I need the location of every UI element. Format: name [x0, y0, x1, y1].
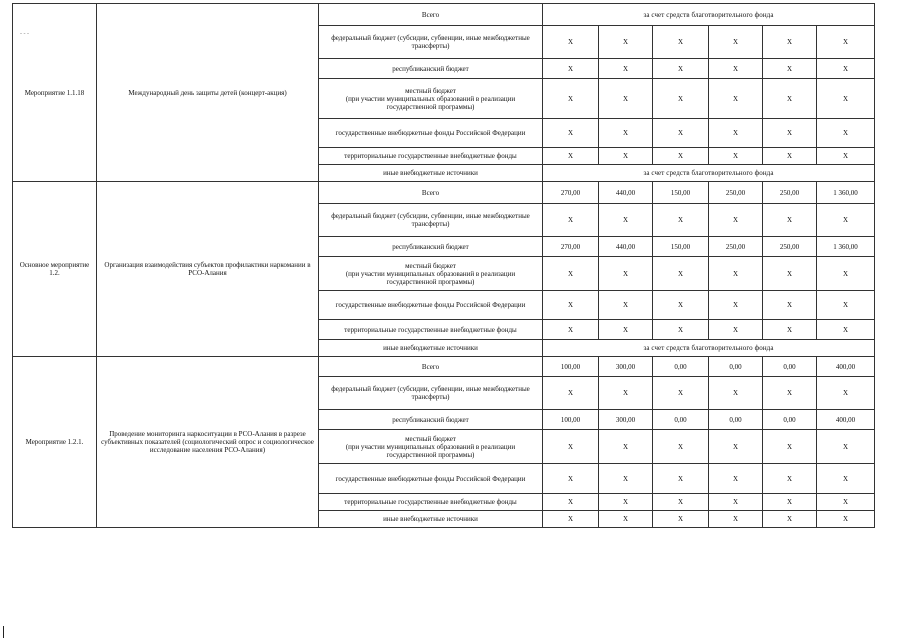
funding-source-total: Всего [319, 4, 543, 26]
amount-cell: 400,00 [817, 357, 875, 377]
amount-cell: X [543, 511, 599, 528]
not-applicable-cell: X [817, 79, 875, 119]
amount-cell: X [599, 511, 653, 528]
funding-source-republic: республиканский бюджет [319, 59, 543, 79]
not-applicable-cell: X [817, 26, 875, 59]
not-applicable-cell: X [543, 464, 599, 494]
funding-table [12, 3, 875, 528]
not-applicable-cell: X [599, 257, 653, 291]
not-applicable-cell: X [763, 494, 817, 511]
funding-source-local: местный бюджет (при участии муниципальных образований в реализации государственной программы) [319, 430, 543, 464]
funding-source-other: иные внебюджетные источники [319, 511, 543, 528]
amount-cell: X [817, 511, 875, 528]
not-applicable-cell: X [543, 494, 599, 511]
amount-cell: 270,00 [543, 237, 599, 257]
amount-cell: 250,00 [763, 237, 817, 257]
amount-cell: 150,00 [653, 182, 709, 204]
funding-source-state-funds: государственные внебюджетные фонды Российской Федерации [319, 464, 543, 494]
amount-cell: 0,00 [653, 410, 709, 430]
not-applicable-cell: X [763, 148, 817, 165]
measure-name: Проведение мониторинга наркоситуации в РСО-Алания в разрезе субъективных показателей (социологический опрос и социологическое исследование населения РСО-Алания) [97, 357, 319, 528]
funding-source-federal: федеральный бюджет (субсидии, субвенции, иные межбюджетные трансферты) [319, 377, 543, 410]
not-applicable-cell: X [709, 291, 763, 320]
amount-cell: X [763, 511, 817, 528]
funding-source-federal: федеральный бюджет (субсидии, субвенции, иные межбюджетные трансферты) [319, 26, 543, 59]
not-applicable-cell: X [709, 257, 763, 291]
not-applicable-cell: X [763, 257, 817, 291]
funding-table-body [13, 4, 875, 528]
not-applicable-cell: X [599, 464, 653, 494]
not-applicable-cell: X [709, 430, 763, 464]
not-applicable-cell: X [543, 320, 599, 340]
not-applicable-cell: X [599, 59, 653, 79]
not-applicable-cell: X [817, 204, 875, 237]
not-applicable-cell: X [763, 26, 817, 59]
funding-source-total: Всего [319, 182, 543, 204]
not-applicable-cell: X [817, 430, 875, 464]
amount-cell: 0,00 [763, 357, 817, 377]
charity-fund-note: за счет средств благотворительного фонда [543, 340, 875, 357]
not-applicable-cell: X [817, 119, 875, 148]
not-applicable-cell: X [709, 494, 763, 511]
amount-cell: 250,00 [709, 237, 763, 257]
not-applicable-cell: X [653, 320, 709, 340]
measure-code: Мероприятие 1.1.18 [13, 4, 97, 182]
not-applicable-cell: X [653, 79, 709, 119]
not-applicable-cell: X [709, 148, 763, 165]
not-applicable-cell: X [709, 26, 763, 59]
not-applicable-cell: X [817, 257, 875, 291]
funding-source-republic: республиканский бюджет [319, 237, 543, 257]
not-applicable-cell: X [599, 377, 653, 410]
not-applicable-cell: X [653, 377, 709, 410]
not-applicable-cell: X [599, 26, 653, 59]
funding-source-other: иные внебюджетные источники [319, 165, 543, 182]
not-applicable-cell: X [653, 257, 709, 291]
amount-cell: 0,00 [763, 410, 817, 430]
measure-code: Мероприятие 1.2.1. [13, 357, 97, 528]
not-applicable-cell: X [543, 26, 599, 59]
not-applicable-cell: X [763, 291, 817, 320]
not-applicable-cell: X [817, 464, 875, 494]
funding-source-local: местный бюджет (при участии муниципальных образований в реализации государственной программы) [319, 79, 543, 119]
not-applicable-cell: X [709, 59, 763, 79]
not-applicable-cell: X [653, 204, 709, 237]
amount-cell: 400,00 [817, 410, 875, 430]
not-applicable-cell: X [763, 320, 817, 340]
not-applicable-cell: X [817, 148, 875, 165]
charity-fund-note: за счет средств благотворительного фонда [543, 165, 875, 182]
charity-fund-note: за счет средств благотворительного фонда [543, 4, 875, 26]
not-applicable-cell: X [543, 377, 599, 410]
amount-cell: 150,00 [653, 237, 709, 257]
not-applicable-cell: X [653, 430, 709, 464]
not-applicable-cell: X [653, 148, 709, 165]
not-applicable-cell: X [599, 320, 653, 340]
not-applicable-cell: X [599, 148, 653, 165]
amount-cell: 1 360,00 [817, 237, 875, 257]
funding-source-territorial-funds: территориальные государственные внебюджетные фонды [319, 148, 543, 165]
amount-cell: X [709, 511, 763, 528]
amount-cell: 270,00 [543, 182, 599, 204]
not-applicable-cell: X [543, 59, 599, 79]
not-applicable-cell: X [599, 204, 653, 237]
not-applicable-cell: X [817, 291, 875, 320]
table-row [13, 4, 875, 26]
amount-cell: 100,00 [543, 357, 599, 377]
not-applicable-cell: X [653, 119, 709, 148]
not-applicable-cell: X [817, 377, 875, 410]
amount-cell: 440,00 [599, 237, 653, 257]
funding-source-state-funds: государственные внебюджетные фонды Российской Федерации [319, 119, 543, 148]
not-applicable-cell: X [709, 320, 763, 340]
not-applicable-cell: X [763, 59, 817, 79]
amount-cell: 250,00 [763, 182, 817, 204]
amount-cell: 0,00 [653, 357, 709, 377]
amount-cell: 0,00 [709, 357, 763, 377]
not-applicable-cell: X [543, 291, 599, 320]
funding-source-local: местный бюджет (при участии муниципальных образований в реализации государственной программы) [319, 257, 543, 291]
not-applicable-cell: X [709, 377, 763, 410]
measure-name: Организация взаимодействия субъектов профилактики наркомании в РСО-Алания [97, 182, 319, 357]
funding-source-territorial-funds: территориальные государственные внебюджетные фонды [319, 320, 543, 340]
not-applicable-cell: X [817, 494, 875, 511]
not-applicable-cell: X [709, 79, 763, 119]
amount-cell: 250,00 [709, 182, 763, 204]
not-applicable-cell: X [599, 79, 653, 119]
amount-cell: 440,00 [599, 182, 653, 204]
not-applicable-cell: X [543, 119, 599, 148]
amount-cell: X [653, 511, 709, 528]
not-applicable-cell: X [599, 494, 653, 511]
amount-cell: 100,00 [543, 410, 599, 430]
not-applicable-cell: X [543, 148, 599, 165]
funding-source-republic: республиканский бюджет [319, 410, 543, 430]
speck-mark: - - - [20, 31, 29, 37]
not-applicable-cell: X [653, 291, 709, 320]
funding-source-other: иные внебюджетные источники [319, 340, 543, 357]
not-applicable-cell: X [817, 320, 875, 340]
measure-code: Основное мероприятие 1.2. [13, 182, 97, 357]
not-applicable-cell: X [543, 204, 599, 237]
not-applicable-cell: X [653, 26, 709, 59]
not-applicable-cell: X [763, 377, 817, 410]
not-applicable-cell: X [763, 119, 817, 148]
not-applicable-cell: X [709, 119, 763, 148]
not-applicable-cell: X [599, 291, 653, 320]
not-applicable-cell: X [763, 204, 817, 237]
funding-source-total: Всего [319, 357, 543, 377]
not-applicable-cell: X [763, 464, 817, 494]
not-applicable-cell: X [543, 79, 599, 119]
not-applicable-cell: X [763, 79, 817, 119]
amount-cell: 300,00 [599, 410, 653, 430]
not-applicable-cell: X [653, 494, 709, 511]
amount-cell: 300,00 [599, 357, 653, 377]
measure-name: Международный день защиты детей (концерт-акция) [97, 4, 319, 182]
not-applicable-cell: X [653, 59, 709, 79]
not-applicable-cell: X [817, 59, 875, 79]
amount-cell: 1 360,00 [817, 182, 875, 204]
funding-source-territorial-funds: территориальные государственные внебюджетные фонды [319, 494, 543, 511]
not-applicable-cell: X [763, 430, 817, 464]
funding-source-federal: федеральный бюджет (субсидии, субвенции, иные межбюджетные трансферты) [319, 204, 543, 237]
not-applicable-cell: X [599, 430, 653, 464]
funding-source-state-funds: государственные внебюджетные фонды Российской Федерации [319, 291, 543, 320]
amount-cell: 0,00 [709, 410, 763, 430]
table-row [13, 357, 875, 377]
not-applicable-cell: X [653, 464, 709, 494]
not-applicable-cell: X [543, 430, 599, 464]
not-applicable-cell: X [543, 257, 599, 291]
not-applicable-cell: X [709, 464, 763, 494]
page-edge-mark [3, 626, 4, 638]
table-row [13, 182, 875, 204]
not-applicable-cell: X [599, 119, 653, 148]
not-applicable-cell: X [709, 204, 763, 237]
